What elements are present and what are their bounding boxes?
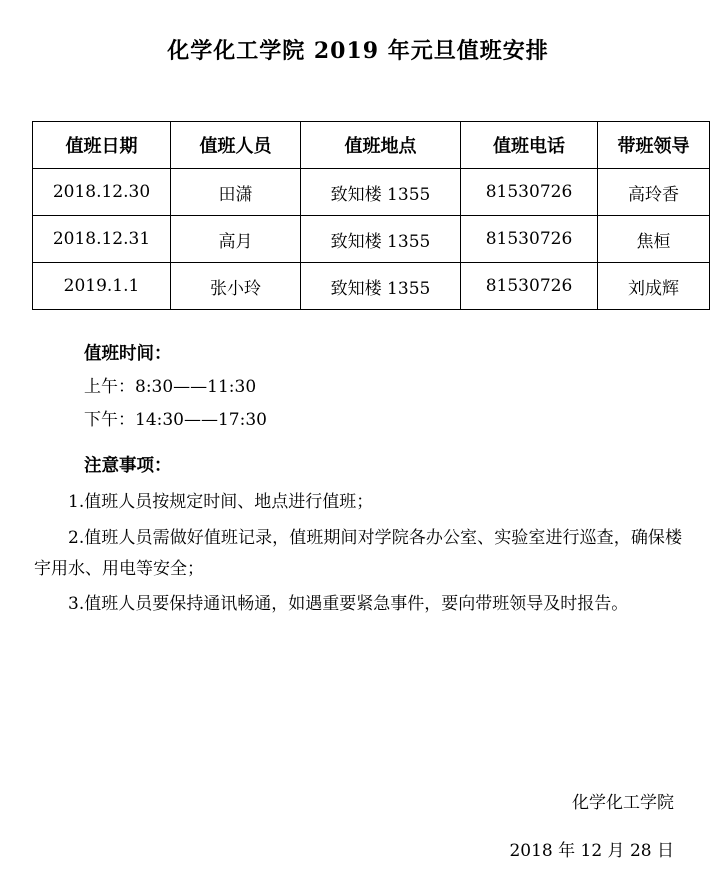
table-cell-phone: 81530726 [461, 216, 598, 263]
table-cell-person: 张小玲 [171, 263, 301, 310]
table-cell-phone: 81530726 [461, 169, 598, 216]
signature-date: 2018 年 12 月 28 日 [509, 841, 674, 861]
table-cell-place: 致知楼 1355 [301, 263, 461, 310]
signature-organization: 化学化工学院 [572, 793, 674, 813]
notice-item: 3.值班人员要保持通讯畅通，如遇重要紧急事件，要向带班领导及时报告。 [68, 594, 629, 615]
table-row [33, 263, 710, 310]
document-page [0, 34, 716, 887]
page-title: 化学化工学院 2019 年元旦值班安排 [167, 38, 549, 64]
table-row [33, 169, 710, 216]
table-row [33, 216, 710, 263]
table-cell-date: 2019.1.1 [33, 263, 171, 310]
table-header-cell: 值班人员 [171, 122, 301, 169]
notice-heading: 注意事项： [84, 455, 172, 476]
notice-item: 2.值班人员需做好值班记录，值班期间对学院各办公室、实验室进行巡查，确保楼宇用水、用电等安全； [34, 527, 682, 579]
table-cell-phone: 81530726 [461, 263, 598, 310]
duty-time-morning: 上午：8:30——11:30 [84, 377, 257, 398]
table-cell-place: 致知楼 1355 [301, 169, 461, 216]
table-header-cell: 值班地点 [301, 122, 461, 169]
table-header-cell: 带班领导 [598, 122, 710, 169]
duty-time-afternoon: 下午：14:30——17:30 [84, 409, 267, 430]
notice-item: 1.值班人员按规定时间、地点进行值班； [68, 492, 374, 513]
table-cell-date: 2018.12.30 [33, 169, 171, 216]
table-cell-place: 致知楼 1355 [301, 216, 461, 263]
table-header-row [33, 122, 710, 169]
table-cell-leader: 焦桓 [598, 216, 710, 263]
duty-schedule-table [32, 121, 710, 310]
duty-time-heading: 值班时间： [84, 344, 172, 364]
table-cell-person: 高月 [171, 216, 301, 263]
table-cell-leader: 刘成辉 [598, 263, 710, 310]
duty-table-wrapper [32, 121, 690, 310]
table-cell-date: 2018.12.31 [33, 216, 171, 263]
table-header-cell: 值班电话 [461, 122, 598, 169]
table-header-cell: 值班日期 [33, 122, 171, 169]
table-cell-leader: 高玲香 [598, 169, 710, 216]
document-body [34, 338, 682, 621]
table-cell-person: 田潇 [171, 169, 301, 216]
